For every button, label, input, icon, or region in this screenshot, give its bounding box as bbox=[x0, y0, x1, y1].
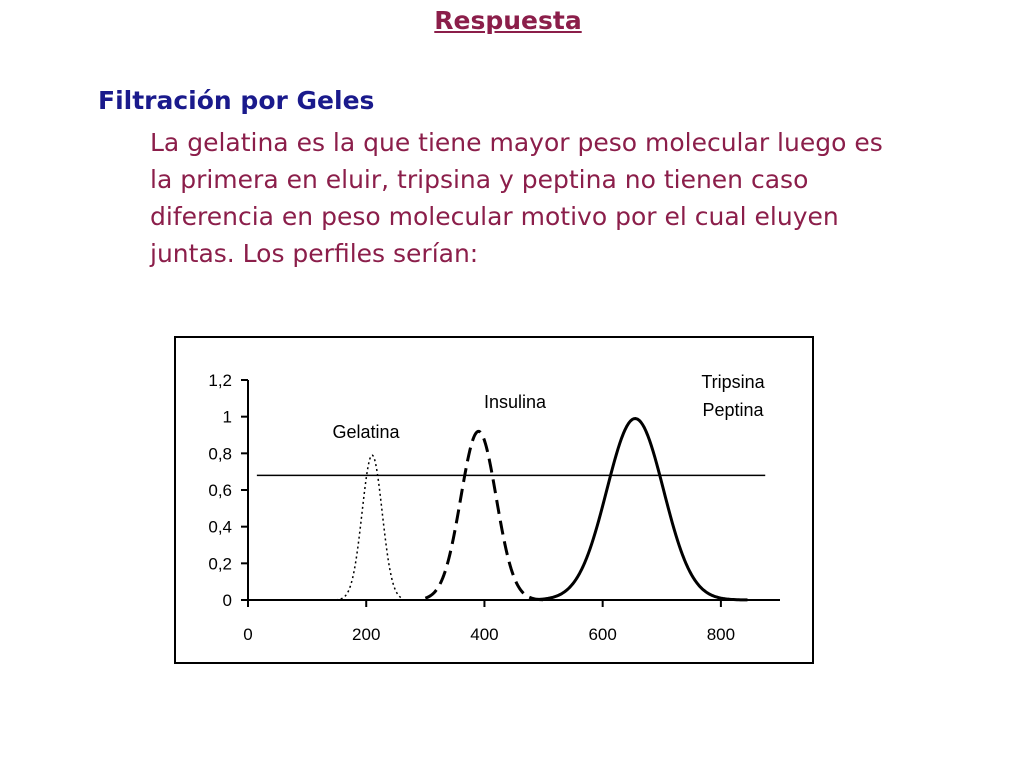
body-line: diferencia en peso molecular motivo por el cual eluyen bbox=[150, 202, 839, 231]
x-tick-label: 800 bbox=[706, 625, 736, 644]
y-tick-label: 0,6 bbox=[208, 481, 232, 500]
elution-chart bbox=[174, 336, 814, 664]
x-tick-label: 600 bbox=[588, 625, 617, 644]
body-line: la primera en eluir, tripsina y peptina no tienen caso bbox=[150, 165, 809, 194]
y-tick-label: 0 bbox=[222, 591, 232, 610]
x-tick-label: 0 bbox=[243, 625, 253, 644]
y-tick-label: 1,2 bbox=[208, 371, 232, 390]
body-line: juntas. Los perfiles serían: bbox=[150, 239, 479, 268]
insulina-curve bbox=[425, 431, 549, 600]
series-label-line2: Peptina bbox=[702, 400, 764, 420]
series-label: Tripsina bbox=[701, 372, 765, 392]
y-tick-label: 1 bbox=[222, 407, 232, 427]
body-line: La gelatina es la que tiene mayor peso molecular luego es bbox=[150, 128, 883, 157]
series-label: Insulina bbox=[483, 392, 547, 412]
y-tick-label: 0,2 bbox=[208, 554, 232, 574]
tripsina-peptina-curve bbox=[538, 419, 748, 600]
slide-title: Respuesta bbox=[434, 6, 582, 35]
y-tick-label: 0,8 bbox=[208, 444, 232, 464]
y-tick-label: 0,4 bbox=[208, 517, 232, 537]
x-tick-label: 400 bbox=[470, 625, 499, 644]
series-label: Gelatina bbox=[332, 422, 400, 442]
x-tick-label: 200 bbox=[352, 625, 381, 644]
body-paragraph bbox=[150, 124, 990, 272]
slide-subtitle: Filtración por Geles bbox=[98, 86, 375, 115]
gelatina-curve bbox=[331, 455, 402, 600]
chart-frame bbox=[174, 336, 814, 664]
